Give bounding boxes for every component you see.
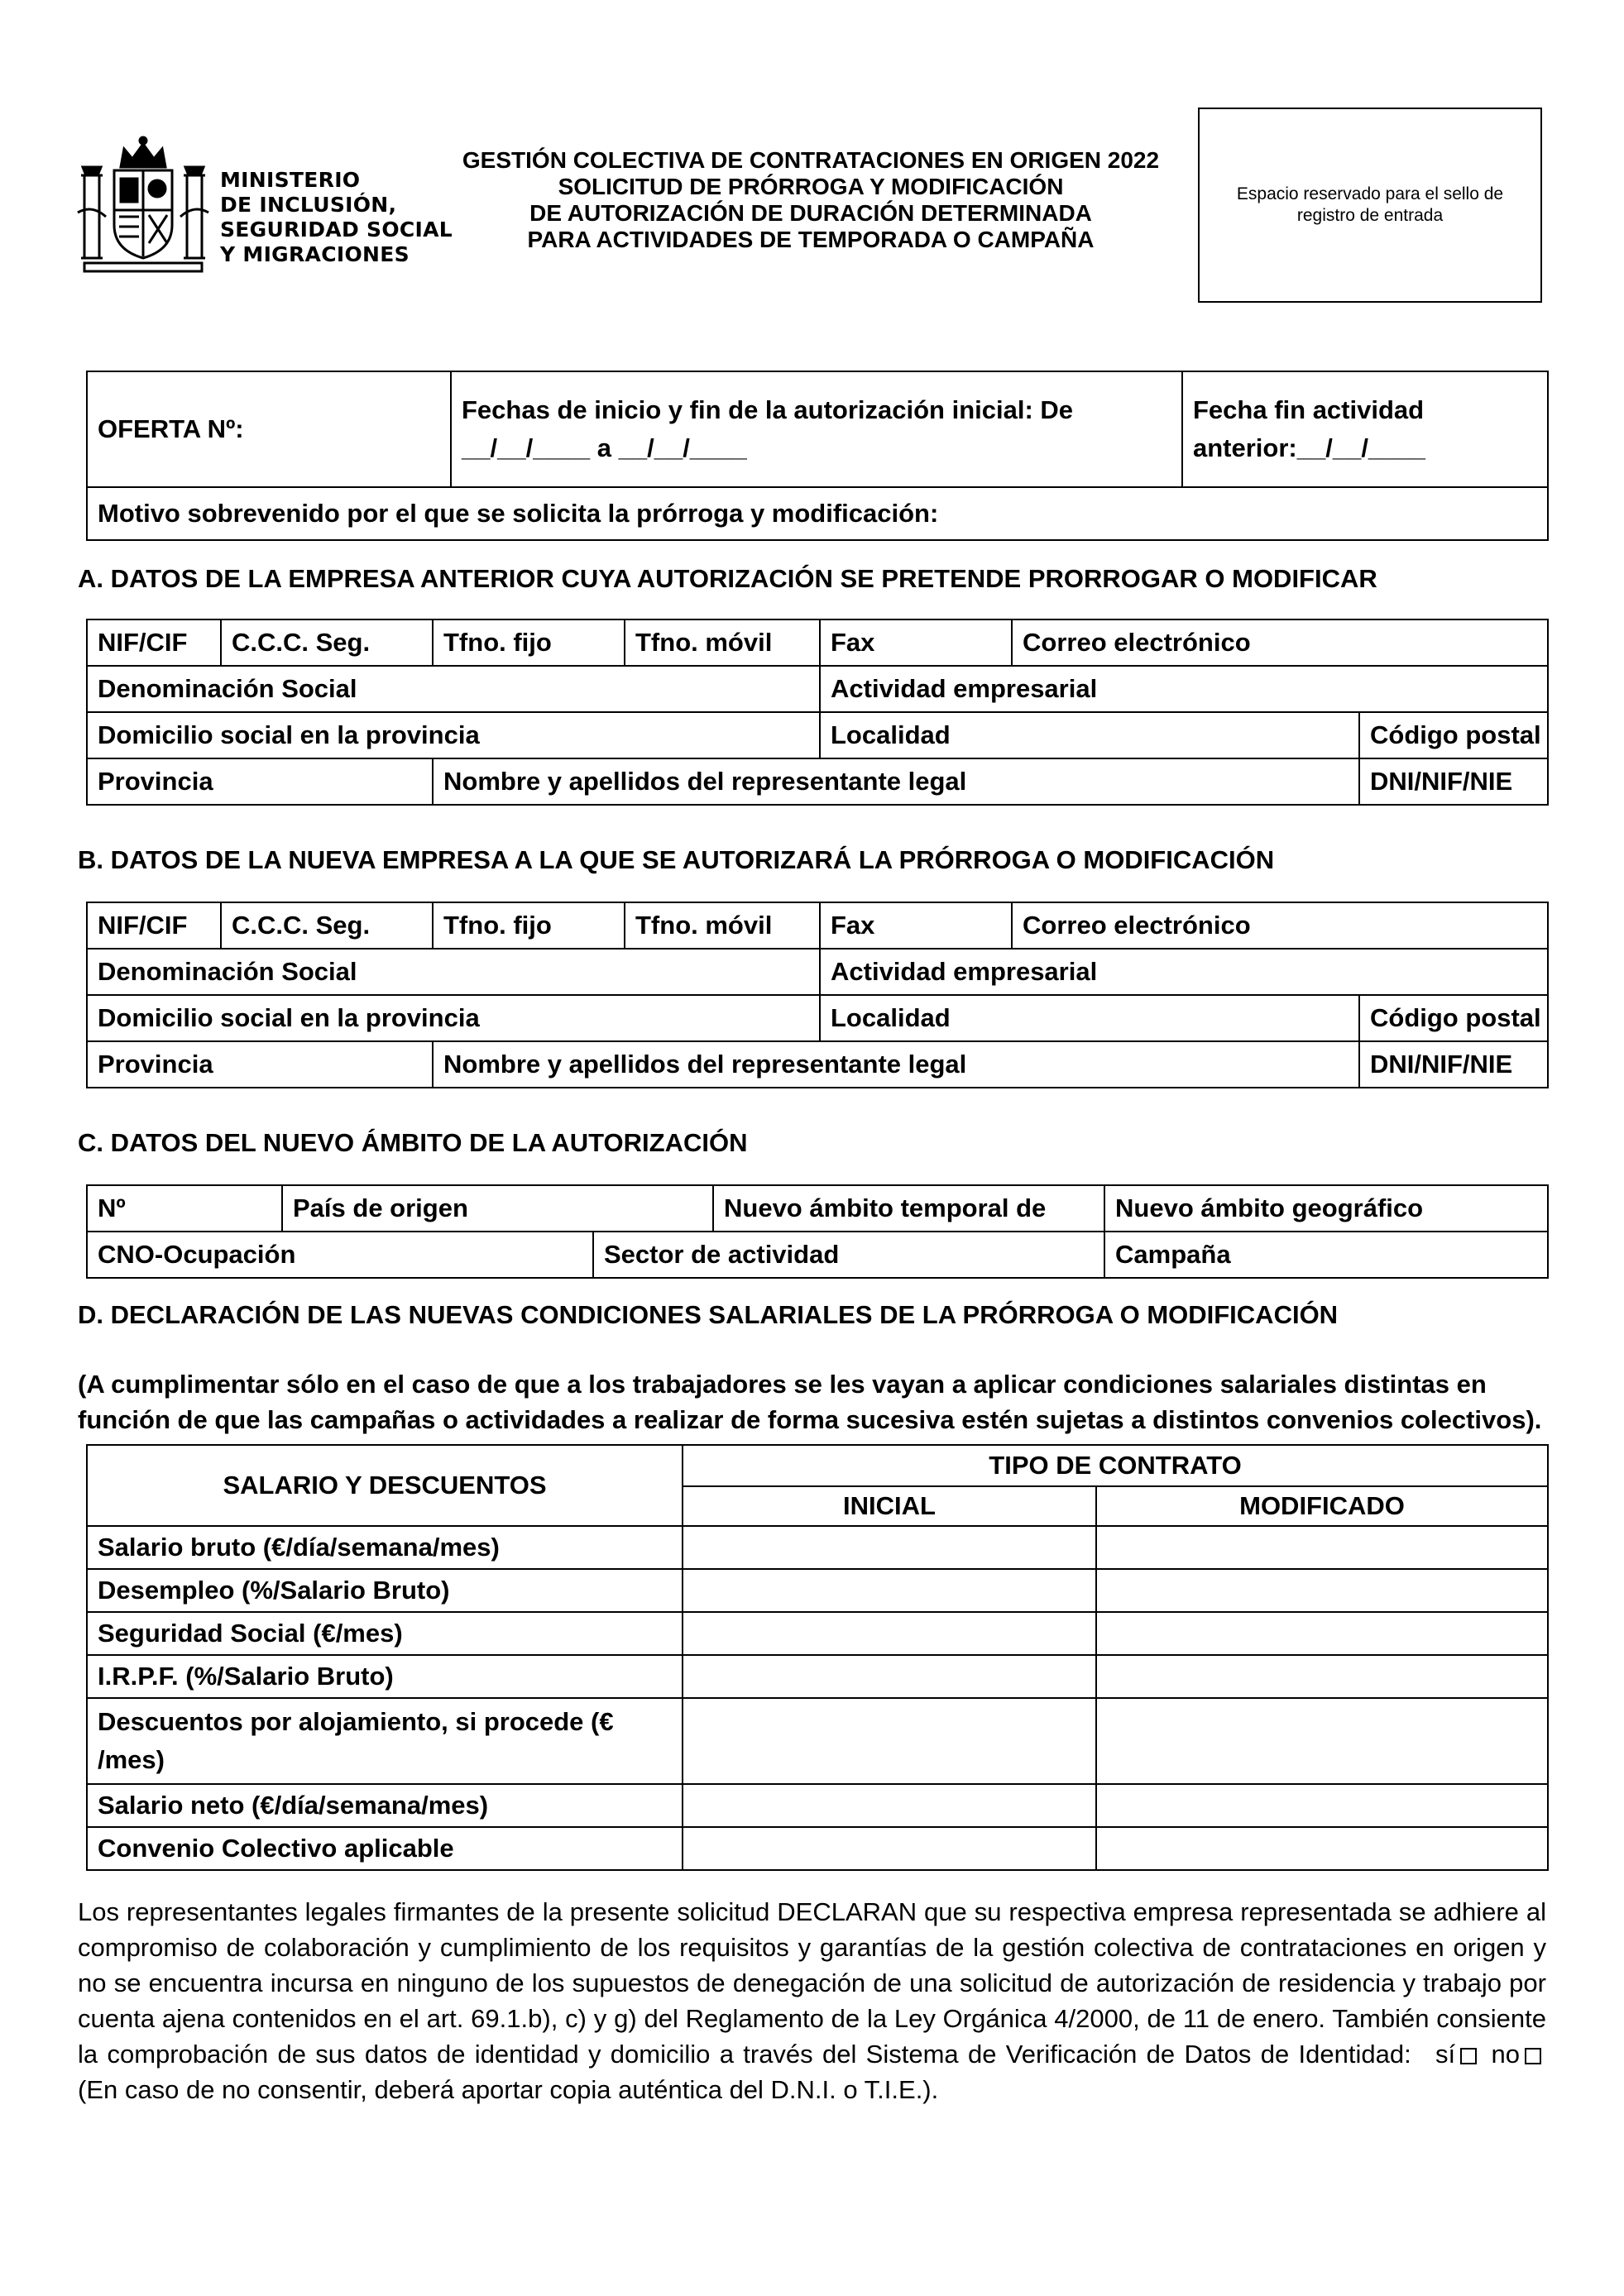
- document-title: GESTIÓN COLECTIVA DE CONTRATACIONES EN ORIGEN 2022 SOLICITUD DE PRÓRROGA Y MODIFICACIÓN DE AUTORIZACIÓN DE DURACIÓN DETERMINADA PARA ACTIVIDADES DE TEMPORADA O CAMPAÑA: [462, 147, 1160, 252]
- correo-field[interactable]: Correo electrónico: [1012, 619, 1548, 666]
- fecha-fin-field[interactable]: Fecha fin actividad anterior:__/__/____: [1182, 371, 1548, 487]
- denominacion-field[interactable]: Denominación Social: [87, 666, 820, 712]
- dni-field[interactable]: DNI/NIF/NIE: [1359, 758, 1548, 805]
- cno-field[interactable]: CNO-Ocupación: [87, 1232, 593, 1278]
- salary-row-label: I.R.P.F. (%/Salario Bruto): [87, 1655, 683, 1698]
- inicial-cell[interactable]: [683, 1612, 1096, 1655]
- tfno-fijo-field[interactable]: Tfno. fijo: [433, 902, 625, 949]
- salary-table: [86, 1444, 1549, 1871]
- modificado-cell[interactable]: [1096, 1784, 1548, 1827]
- provincia-field[interactable]: Provincia: [87, 758, 433, 805]
- offer-table: [86, 371, 1549, 541]
- inicial-cell[interactable]: [683, 1526, 1096, 1569]
- sector-field[interactable]: Sector de actividad: [593, 1232, 1104, 1278]
- ambito-temporal-field[interactable]: Nuevo ámbito temporal de: [713, 1185, 1104, 1232]
- ccc-field[interactable]: C.C.C. Seg.: [221, 619, 433, 666]
- registry-stamp-box: [1198, 108, 1542, 303]
- section-a-title: A. DATOS DE LA EMPRESA ANTERIOR CUYA AUTORIZACIÓN SE PRETENDE PRORROGAR O MODIFICAR: [78, 564, 1377, 593]
- inicial-header: INICIAL: [683, 1486, 1096, 1526]
- provincia-field[interactable]: Provincia: [87, 1041, 433, 1088]
- section-b-title: B. DATOS DE LA NUEVA EMPRESA A LA QUE SE AUTORIZARÁ LA PRÓRROGA O MODIFICACIÓN: [78, 845, 1275, 874]
- ccc-field[interactable]: C.C.C. Seg.: [221, 902, 433, 949]
- ambito-geografico-field[interactable]: Nuevo ámbito geográfico: [1104, 1185, 1548, 1232]
- actividad-field[interactable]: Actividad empresarial: [820, 666, 1548, 712]
- salary-row-label: Seguridad Social (€/mes): [87, 1612, 683, 1655]
- modificado-cell[interactable]: [1096, 1526, 1548, 1569]
- consent-no-checkbox[interactable]: [1525, 2048, 1541, 2064]
- nif-field[interactable]: NIF/CIF: [87, 902, 221, 949]
- correo-field[interactable]: Correo electrónico: [1012, 902, 1548, 949]
- section-d-title: D. DECLARACIÓN DE LAS NUEVAS CONDICIONES SALARIALES DE LA PRÓRROGA O MODIFICACIÓN: [78, 1300, 1339, 1329]
- salary-row-label: Descuentos por alojamiento, si procede (€ /mes): [87, 1698, 683, 1784]
- modificado-header: MODIFICADO: [1096, 1486, 1548, 1526]
- consent-no-label: no: [1491, 2040, 1520, 2069]
- tfno-fijo-field[interactable]: Tfno. fijo: [433, 619, 625, 666]
- denominacion-field[interactable]: Denominación Social: [87, 949, 820, 995]
- modificado-cell[interactable]: [1096, 1827, 1548, 1870]
- inicial-cell[interactable]: [683, 1655, 1096, 1698]
- declaration-paragraph: Los representantes legales firmantes de la presente solicitud DECLARAN que su respectiva empresa representada se adhiere al compromiso de colaboración y cumplimiento de los requisitos y garantías de la gestión colectiva de contrataciones en origen y no se encuentra incursa en ninguno de los supuestos de denegación de una solicitud de autorización de residencia y trabajo por cuenta ajena contenidos en el art. 69.1.b), c) y g) del Reglamento de la Ley Orgánica 4/2000, de 11 de enero. También consiente la comprobación de sus datos de identidad y domicilio a través del Sistema de Verificación de Datos de Identidad: sí no (En caso de no consentir, deberá aportar copia auténtica del D.N.I. o T.I.E.).: [78, 1897, 1546, 2104]
- consent-yes-checkbox[interactable]: [1460, 2048, 1477, 2064]
- domicilio-field[interactable]: Domicilio social en la provincia: [87, 995, 820, 1041]
- section-c-table: [86, 1184, 1549, 1279]
- oferta-field[interactable]: OFERTA Nº:: [87, 371, 451, 487]
- actividad-field[interactable]: Actividad empresarial: [820, 949, 1548, 995]
- salary-row-label: Desempleo (%/Salario Bruto): [87, 1569, 683, 1612]
- modificado-cell[interactable]: [1096, 1655, 1548, 1698]
- modificado-cell[interactable]: [1096, 1698, 1548, 1784]
- inicial-cell[interactable]: [683, 1827, 1096, 1870]
- salary-row-label: Salario bruto (€/día/semana/mes): [87, 1526, 683, 1569]
- modificado-cell[interactable]: [1096, 1569, 1548, 1612]
- localidad-field[interactable]: Localidad: [820, 995, 1359, 1041]
- dni-field[interactable]: DNI/NIF/NIE: [1359, 1041, 1548, 1088]
- section-a-table: [86, 619, 1549, 806]
- salary-row-label: Convenio Colectivo aplicable: [87, 1827, 683, 1870]
- stamp-text: Espacio reservado para el sello de registro de entrada: [1236, 184, 1504, 225]
- fax-field[interactable]: Fax: [820, 902, 1012, 949]
- inicial-cell[interactable]: [683, 1569, 1096, 1612]
- localidad-field[interactable]: Localidad: [820, 712, 1359, 758]
- tfno-movil-field[interactable]: Tfno. móvil: [625, 902, 820, 949]
- representante-field[interactable]: Nombre y apellidos del representante legal: [433, 758, 1359, 805]
- inicial-cell[interactable]: [683, 1784, 1096, 1827]
- domicilio-field[interactable]: Domicilio social en la provincia: [87, 712, 820, 758]
- salario-descuentos-header: SALARIO Y DESCUENTOS: [87, 1445, 683, 1526]
- section-c-title: C. DATOS DEL NUEVO ÁMBITO DE LA AUTORIZACIÓN: [78, 1128, 748, 1157]
- fax-field[interactable]: Fax: [820, 619, 1012, 666]
- section-d-note: (A cumplimentar sólo en el caso de que a los trabajadores se les vayan a aplicar condiciones salariales distintas en función de que las campañas o actividades a realizar de forma sucesiva estén sujetas a distintos convenios colectivos).: [78, 1370, 1542, 1434]
- campana-field[interactable]: Campaña: [1104, 1232, 1548, 1278]
- tfno-movil-field[interactable]: Tfno. móvil: [625, 619, 820, 666]
- fechas-field[interactable]: Fechas de inicio y fin de la autorización inicial: De __/__/____ a __/__/____: [451, 371, 1182, 487]
- section-b-table: [86, 902, 1549, 1088]
- representante-field[interactable]: Nombre y apellidos del representante legal: [433, 1041, 1359, 1088]
- coat-of-arms-logo: [73, 134, 213, 275]
- modificado-cell[interactable]: [1096, 1612, 1548, 1655]
- salary-row-label: Salario neto (€/día/semana/mes): [87, 1784, 683, 1827]
- cp-field[interactable]: Código postal: [1359, 712, 1548, 758]
- ministry-name: MINISTERIO DE INCLUSIÓN, SEGURIDAD SOCIAL Y MIGRACIONES: [220, 168, 453, 266]
- pais-field[interactable]: País de origen: [282, 1185, 713, 1232]
- cp-field[interactable]: Código postal: [1359, 995, 1548, 1041]
- motivo-field[interactable]: Motivo sobrevenido por el que se solicita la prórroga y modificación:: [87, 487, 1548, 540]
- nif-field[interactable]: NIF/CIF: [87, 619, 221, 666]
- inicial-cell[interactable]: [683, 1698, 1096, 1784]
- tipo-contrato-header: TIPO DE CONTRATO: [683, 1445, 1548, 1486]
- num-field[interactable]: Nº: [87, 1185, 282, 1232]
- consent-yes-label: sí: [1435, 2040, 1456, 2069]
